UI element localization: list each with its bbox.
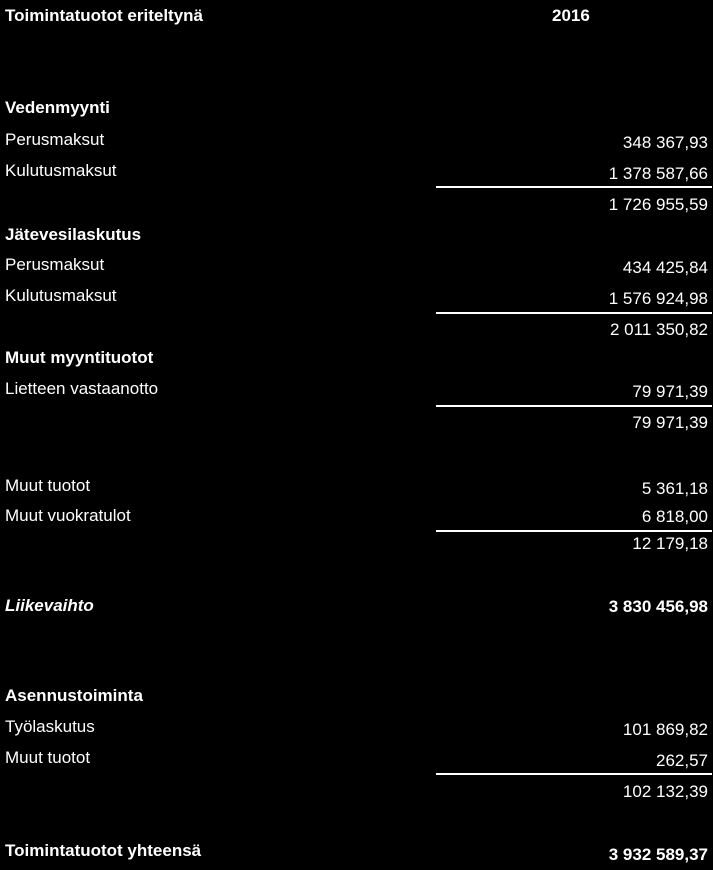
row-label: Työlaskutus (5, 717, 95, 736)
row-label: Perusmaksut (5, 255, 105, 274)
row-value: 1 576 924,98 (608, 289, 708, 308)
row-value: 348 367,93 (622, 133, 708, 152)
subtotal-rule (436, 773, 712, 775)
row-value: 262,57 (656, 751, 708, 770)
section-heading-muut-myyntituotot: Muut myyntituotot (5, 348, 154, 367)
row-value: 5 361,18 (641, 479, 708, 498)
subtotal-rule (436, 312, 712, 314)
row-label: Muut tuotot (5, 748, 91, 767)
section-heading-asennustoiminta: Asennustoiminta (5, 686, 143, 705)
row-label: Kulutusmaksut (5, 286, 117, 305)
subtotal-rule (436, 186, 712, 188)
subtotal-rule (436, 530, 712, 532)
total-value: 3 932 589,37 (608, 845, 708, 864)
subtotal-value: 2 011 350,82 (610, 320, 708, 339)
year-header: 2016 (552, 6, 590, 25)
row-label: Kulutusmaksut (5, 161, 117, 180)
row-value: 1 378 587,66 (608, 164, 708, 183)
row-label: Muut vuokratulot (5, 506, 131, 525)
row-label: Lietteen vastaanotto (5, 379, 159, 398)
subtotal-value: 79 971,39 (632, 413, 708, 432)
subtotal-value: 12 179,18 (632, 534, 708, 553)
table-title: Toimintatuotot eriteltynä (5, 6, 204, 25)
liikevaihto-label: Liikevaihto (5, 596, 94, 615)
row-label: Perusmaksut (5, 130, 105, 149)
row-value: 6 818,00 (641, 507, 708, 526)
subtotal-rule (436, 405, 712, 407)
section-heading-vedenmyynti: Vedenmyynti (5, 98, 110, 117)
total-label: Toimintatuotot yhteensä (5, 841, 202, 860)
row-value: 101 869,82 (622, 720, 708, 739)
subtotal-value: 102 132,39 (622, 782, 708, 801)
row-label: Muut tuotot (5, 476, 91, 495)
section-heading-jatevesilaskutus: Jätevesilaskutus (5, 225, 142, 244)
liikevaihto-value: 3 830 456,98 (608, 597, 708, 616)
row-value: 79 971,39 (632, 382, 708, 401)
subtotal-value: 1 726 955,59 (608, 195, 708, 214)
row-value: 434 425,84 (622, 258, 708, 277)
